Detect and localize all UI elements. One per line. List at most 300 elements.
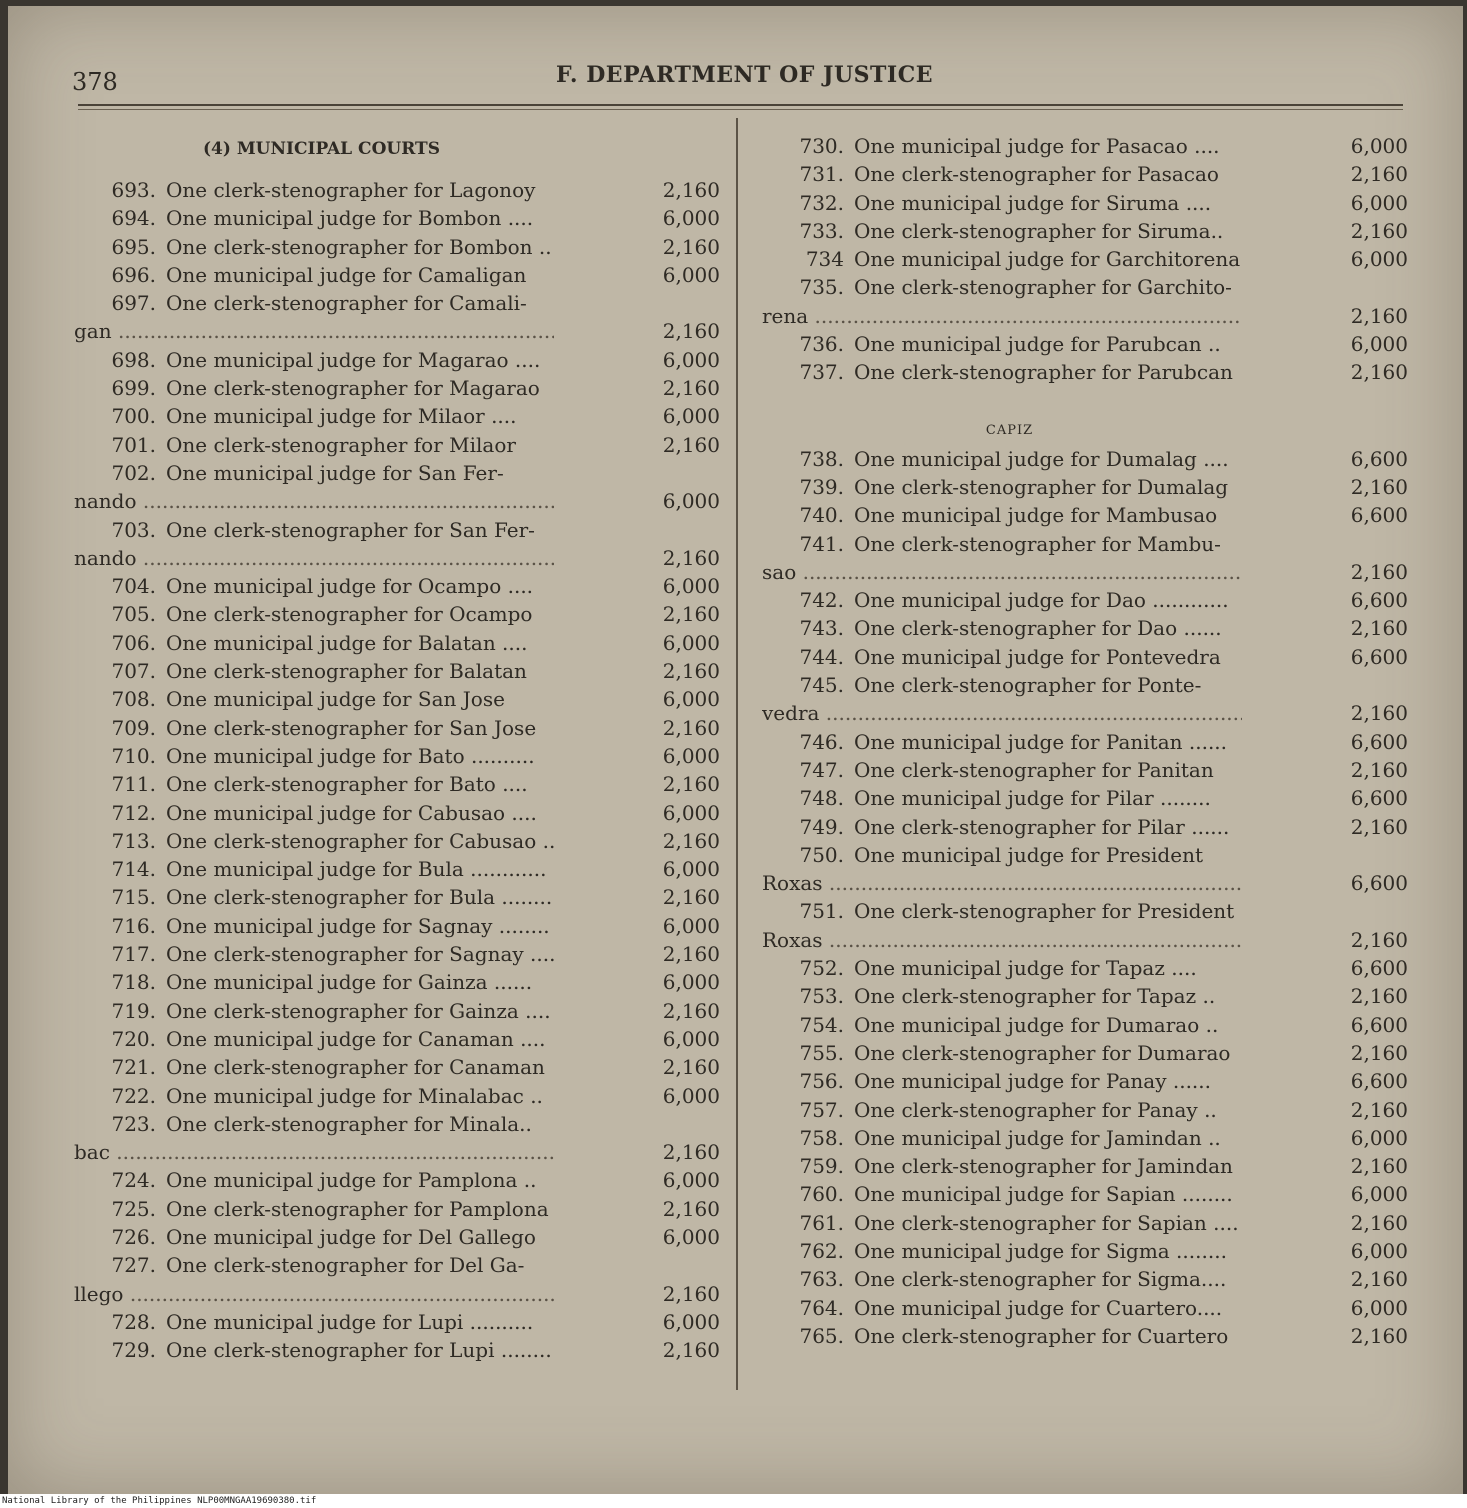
item-number: 764. — [799, 1295, 844, 1320]
item-amount: 2,160 — [1350, 218, 1408, 243]
appropriation-item — [762, 956, 1407, 984]
item-description: One municipal judge for Minalabac .. — [166, 1083, 543, 1108]
item-amount: 2,160 — [662, 234, 720, 259]
item-description: One municipal judge for Sigma ........ — [854, 1238, 1227, 1263]
item-description: One municipal judge for Sagnay ........ — [166, 913, 550, 938]
scanned-page — [8, 6, 1463, 1494]
appropriation-item — [74, 1310, 719, 1338]
item-description: One clerk-stenographer for Jamindan — [854, 1154, 1233, 1179]
appropriation-item — [74, 999, 719, 1027]
appropriation-item — [762, 815, 1407, 843]
appropriation-item — [762, 275, 1407, 332]
item-number: 732. — [799, 190, 844, 215]
item-amount: 2,160 — [662, 545, 720, 570]
item-number: 714. — [111, 857, 156, 882]
item-amount: 2,160 — [1350, 162, 1408, 187]
item-description: One clerk-stenographer for Dumalag — [854, 474, 1229, 499]
item-description: One clerk-stenographer for Balatan — [166, 659, 527, 684]
item-amount: 6,000 — [662, 800, 720, 825]
item-description: One clerk-stenographer for Bato .... — [166, 772, 528, 797]
appropriation-item — [762, 1154, 1407, 1182]
item-number: 758. — [799, 1125, 844, 1150]
item-number: 730. — [799, 134, 844, 158]
item-number: 698. — [111, 347, 156, 372]
item-description: One clerk-stenographer for Sigma.... — [854, 1267, 1227, 1292]
item-number: 760. — [799, 1182, 844, 1207]
appropriation-item — [74, 206, 719, 234]
item-number: 702. — [111, 460, 156, 485]
item-description-continued: rena ..... — [762, 304, 1242, 328]
appropriation-item — [74, 885, 719, 913]
appropriation-item — [762, 360, 1407, 388]
right-column — [762, 134, 1407, 1352]
appropriation-item — [762, 532, 1407, 589]
item-description: One municipal judge for Tapaz .... — [854, 956, 1197, 981]
item-description-continued: Roxas ..... — [762, 871, 1242, 895]
appropriation-item — [74, 914, 719, 942]
appropriation-item — [74, 263, 719, 291]
appropriation-item — [762, 758, 1407, 786]
item-amount: 6,000 — [662, 262, 720, 287]
subsection-heading: CAPIZ — [985, 422, 1034, 438]
item-description-continued: llego ..... — [74, 1282, 554, 1306]
item-description: One municipal judge for Canaman .... — [166, 1026, 546, 1051]
item-number: 738. — [799, 446, 844, 471]
item-number: 749. — [799, 814, 844, 839]
item-amount: 2,160 — [1350, 984, 1408, 1009]
item-description: One clerk-stenographer for Panitan — [854, 757, 1214, 782]
item-number: 739. — [799, 474, 844, 499]
item-amount: 6,000 — [1350, 190, 1408, 215]
item-amount: 2,160 — [662, 1055, 720, 1080]
item-description: One municipal judge for Bato .......... — [166, 743, 535, 768]
appropriation-item — [762, 1182, 1407, 1210]
item-number: 726. — [111, 1224, 156, 1249]
appropriation-item — [762, 191, 1407, 219]
item-description: One clerk-stenographer for Panay .. — [854, 1097, 1217, 1122]
item-amount: 2,160 — [662, 602, 720, 627]
appropriation-item — [74, 829, 719, 857]
item-description: One municipal judge for Jamindan .. — [854, 1125, 1221, 1150]
item-description: One clerk-stenographer for Gainza .... — [166, 998, 551, 1023]
appropriation-item — [74, 433, 719, 461]
item-description: One municipal judge for Dumalag .... — [854, 446, 1229, 471]
item-number: 734 — [805, 247, 844, 272]
item-number: 745. — [799, 673, 844, 698]
item-description: One municipal judge for Milaor .... — [166, 404, 517, 429]
item-description: One municipal judge for President — [854, 842, 1203, 867]
item-description: One clerk-stenographer for Camali- — [166, 291, 527, 316]
item-amount: 6,000 — [662, 857, 720, 882]
item-description: One clerk-stenographer for Del Ga- — [166, 1253, 525, 1278]
item-number: 740. — [799, 503, 844, 528]
item-number: 694. — [111, 206, 156, 231]
appropriation-item — [74, 857, 719, 885]
appropriation-item — [762, 219, 1407, 247]
appropriation-item — [762, 730, 1407, 758]
item-number: 754. — [799, 1012, 844, 1037]
item-number: 710. — [111, 743, 156, 768]
item-description: One municipal judge for Pamplona .. — [166, 1168, 537, 1193]
item-number: 744. — [799, 644, 844, 669]
item-description: One municipal judge for Cuartero.... — [854, 1295, 1223, 1320]
item-description: One clerk-stenographer for Bula ........ — [166, 885, 553, 910]
appropriation-item — [74, 1253, 719, 1310]
item-description: One clerk-stenographer for Tapaz .. — [854, 984, 1216, 1009]
item-number: 742. — [799, 588, 844, 613]
right-entry-list-top — [762, 134, 1407, 389]
item-number: 713. — [111, 828, 156, 853]
item-number: 725. — [111, 1196, 156, 1221]
item-description: One clerk-stenographer for Canaman — [166, 1055, 545, 1080]
item-description: One clerk-stenographer for Siruma.. — [854, 218, 1224, 243]
appropriation-item — [74, 1027, 719, 1055]
item-description: One clerk-stenographer for Bombon .. — [166, 234, 552, 259]
appropriation-item — [762, 616, 1407, 644]
item-number: 755. — [799, 1040, 844, 1065]
right-entry-list-bottom — [762, 447, 1407, 1353]
item-amount: 2,160 — [662, 885, 720, 910]
item-number: 750. — [799, 842, 844, 867]
item-number: 733. — [799, 218, 844, 243]
item-description-continued: Roxas ..... — [762, 928, 1242, 952]
item-amount: 6,000 — [662, 404, 720, 429]
appropriation-item — [762, 645, 1407, 673]
item-amount: 6,600 — [1350, 644, 1408, 669]
appropriation-item — [74, 1084, 719, 1112]
item-description: One municipal judge for Garchitorena — [854, 247, 1241, 272]
item-amount: 2,160 — [1350, 559, 1408, 584]
item-description: One municipal judge for Siruma .... — [854, 190, 1212, 215]
item-amount: 6,000 — [662, 743, 720, 768]
appropriation-item — [74, 1168, 719, 1196]
item-description: One clerk-stenographer for Milaor — [166, 432, 516, 457]
appropriation-item — [74, 1055, 719, 1083]
item-amount: 2,160 — [662, 1338, 720, 1363]
item-description: One clerk-stenographer for Pilar ...... — [854, 814, 1230, 839]
appropriation-item — [762, 843, 1407, 900]
appropriation-item — [74, 348, 719, 376]
item-number: 756. — [799, 1069, 844, 1094]
appropriation-item — [74, 1197, 719, 1225]
item-description: One clerk-stenographer for Ponte- — [854, 673, 1202, 698]
item-number: 735. — [799, 275, 844, 300]
item-amount: 6,000 — [662, 206, 720, 231]
appropriation-item — [74, 716, 719, 744]
appropriation-item — [74, 942, 719, 970]
appropriation-item — [74, 659, 719, 687]
item-amount: 2,160 — [1350, 474, 1408, 499]
item-description: One clerk-stenographer for Lagonoy — [166, 178, 536, 202]
item-amount: 6,000 — [662, 1026, 720, 1051]
item-description: One municipal judge for Panitan ...... — [854, 729, 1228, 754]
item-number: 724. — [111, 1168, 156, 1193]
item-amount: 6,600 — [1350, 729, 1408, 754]
item-number: 737. — [799, 360, 844, 385]
item-number: 700. — [111, 404, 156, 429]
item-number: 752. — [799, 956, 844, 981]
item-number: 728. — [111, 1309, 156, 1334]
item-number: 729. — [111, 1338, 156, 1363]
appropriation-item — [762, 1324, 1407, 1352]
item-amount: 2,160 — [662, 998, 720, 1023]
item-amount: 2,160 — [1350, 927, 1408, 952]
item-amount: 6,000 — [1350, 1238, 1408, 1263]
item-description: One clerk-stenographer for Parubcan — [854, 360, 1233, 385]
item-number: 727. — [111, 1253, 156, 1278]
page-header — [8, 60, 1463, 100]
item-description: One municipal judge for Bombon .... — [166, 206, 534, 231]
item-number: 722. — [111, 1083, 156, 1108]
appropriation-item — [762, 984, 1407, 1012]
item-amount: 6,000 — [662, 687, 720, 712]
item-number: 741. — [799, 531, 844, 556]
appropriation-item — [74, 235, 719, 263]
item-amount: 6,000 — [662, 1224, 720, 1249]
item-number: 747. — [799, 757, 844, 782]
appropriation-item — [762, 1239, 1407, 1267]
scan-footer: National Library of the Philippines NLP00MNGAA19690380.tif — [0, 1494, 1467, 1508]
appropriation-item — [762, 247, 1407, 275]
item-description: One clerk-stenographer for Ocampo — [166, 602, 533, 627]
item-description: One clerk-stenographer for Magarao — [166, 376, 540, 401]
item-description: One municipal judge for Panay ...... — [854, 1069, 1212, 1094]
appropriation-item — [74, 461, 719, 518]
appropriation-item — [762, 332, 1407, 360]
item-amount: 2,160 — [662, 319, 720, 344]
item-amount: 6,600 — [1350, 1012, 1408, 1037]
appropriation-item — [74, 1225, 719, 1253]
item-amount: 2,160 — [662, 376, 720, 401]
item-number: 720. — [111, 1026, 156, 1051]
appropriation-item — [74, 291, 719, 348]
appropriation-item — [762, 447, 1407, 475]
item-description: One clerk-stenographer for Sapian .... — [854, 1210, 1239, 1235]
item-amount: 2,160 — [662, 1281, 720, 1306]
item-number: 709. — [111, 715, 156, 740]
appropriation-item — [762, 1069, 1407, 1097]
item-amount: 2,160 — [1350, 814, 1408, 839]
appropriation-item — [762, 134, 1407, 162]
appropriation-item — [762, 503, 1407, 531]
appropriation-item — [74, 687, 719, 715]
item-description: One municipal judge for Parubcan .. — [854, 332, 1221, 357]
item-number: 715. — [111, 885, 156, 910]
appropriation-item — [762, 1098, 1407, 1126]
item-description: One municipal judge for Dao ............ — [854, 588, 1229, 613]
item-description-continued: gan ..... — [74, 319, 554, 343]
item-description: One clerk-stenographer for President — [854, 899, 1235, 924]
item-number: 707. — [111, 659, 156, 684]
item-number: 701. — [111, 432, 156, 457]
item-number: 731. — [799, 162, 844, 187]
item-number: 712. — [111, 800, 156, 825]
item-number: 699. — [111, 376, 156, 401]
item-amount: 6,600 — [1350, 1069, 1408, 1094]
appropriation-item — [74, 772, 719, 800]
item-amount: 2,160 — [662, 942, 720, 967]
item-description-continued: sao ..... — [762, 560, 1242, 584]
appropriation-item — [74, 404, 719, 432]
item-number: 695. — [111, 234, 156, 259]
item-amount: 6,000 — [1350, 1125, 1408, 1150]
item-amount: 2,160 — [1350, 616, 1408, 641]
appropriation-item — [74, 574, 719, 602]
item-description: One municipal judge for Pasacao .... — [854, 134, 1220, 158]
item-amount: 6,000 — [662, 913, 720, 938]
appropriation-item — [762, 673, 1407, 730]
item-description: One municipal judge for Pontevedra — [854, 644, 1221, 669]
item-number: 757. — [799, 1097, 844, 1122]
item-amount: 2,160 — [662, 1140, 720, 1165]
item-amount: 6,000 — [1350, 247, 1408, 272]
item-amount: 6,000 — [1350, 134, 1408, 158]
item-amount: 6,000 — [662, 970, 720, 995]
item-number: 743. — [799, 616, 844, 641]
item-amount: 6,000 — [662, 347, 720, 372]
item-description: One clerk-stenographer for Garchito- — [854, 275, 1232, 300]
item-amount: 6,000 — [1350, 332, 1408, 357]
item-amount: 2,160 — [662, 432, 720, 457]
page-number: 378 — [72, 68, 118, 96]
item-description: One municipal judge for Sapian ........ — [854, 1182, 1233, 1207]
item-number: 705. — [111, 602, 156, 627]
item-amount: 2,160 — [662, 178, 720, 202]
item-description: One clerk-stenographer for San Jose — [166, 715, 537, 740]
item-number: 751. — [799, 899, 844, 924]
appropriation-item — [762, 1267, 1407, 1295]
item-amount: 6,000 — [662, 489, 720, 514]
item-description: One clerk-stenographer for Cuartero — [854, 1323, 1229, 1348]
item-amount: 2,160 — [1350, 1323, 1408, 1348]
item-description: One clerk-stenographer for Sagnay .... — [166, 942, 556, 967]
item-number: 719. — [111, 998, 156, 1023]
item-number: 759. — [799, 1154, 844, 1179]
item-description: One clerk-stenographer for San Fer- — [166, 517, 535, 542]
appropriation-item — [762, 1126, 1407, 1154]
item-amount: 6,000 — [662, 574, 720, 599]
item-amount: 2,160 — [1350, 360, 1408, 385]
item-description: One municipal judge for Gainza ...... — [166, 970, 533, 995]
item-description: One municipal judge for San Fer- — [166, 460, 504, 485]
left-entry-list — [74, 178, 719, 1366]
item-amount: 6,000 — [1350, 1182, 1408, 1207]
appropriation-item — [762, 588, 1407, 616]
item-amount: 6,600 — [1350, 786, 1408, 811]
item-description: One municipal judge for Magarao .... — [166, 347, 541, 372]
item-description: One clerk-stenographer for Dao ...... — [854, 616, 1222, 641]
item-number: 723. — [111, 1111, 156, 1136]
item-number: 748. — [799, 786, 844, 811]
item-description: One clerk-stenographer for Cabusao .. — [166, 828, 556, 853]
item-amount: 6,000 — [662, 1168, 720, 1193]
item-amount: 6,600 — [1350, 956, 1408, 981]
item-description: One municipal judge for Pilar ........ — [854, 786, 1211, 811]
item-number: 763. — [799, 1267, 844, 1292]
header-rule-thin — [78, 109, 1403, 110]
item-amount: 2,160 — [1350, 1154, 1408, 1179]
item-number: 696. — [111, 262, 156, 287]
appropriation-item — [74, 744, 719, 772]
appropriation-item — [762, 1211, 1407, 1239]
item-number: 718. — [111, 970, 156, 995]
item-number: 746. — [799, 729, 844, 754]
item-description: One municipal judge for Mambusao — [854, 503, 1218, 528]
appropriation-item — [74, 970, 719, 998]
item-description-continued: vedra ..... — [762, 701, 1242, 725]
item-number: 762. — [799, 1238, 844, 1263]
appropriation-item — [74, 602, 719, 630]
item-amount: 6,600 — [1350, 503, 1408, 528]
item-description: One clerk-stenographer for Lupi ........ — [166, 1338, 552, 1363]
item-amount: 2,160 — [1350, 1040, 1408, 1065]
appropriation-item — [762, 162, 1407, 190]
item-number: 697. — [111, 291, 156, 316]
appropriation-item — [762, 1296, 1407, 1324]
item-amount: 2,160 — [662, 1196, 720, 1221]
item-number: 708. — [111, 687, 156, 712]
item-number: 706. — [111, 630, 156, 655]
appropriation-item — [74, 178, 719, 206]
item-amount: 2,160 — [1350, 757, 1408, 782]
item-description: One clerk-stenographer for Mambu- — [854, 531, 1221, 556]
item-description: One municipal judge for Dumarao .. — [854, 1012, 1219, 1037]
header-rule — [78, 104, 1403, 106]
appropriation-item — [74, 1112, 719, 1169]
left-column — [74, 134, 719, 1366]
item-number: 703. — [111, 517, 156, 542]
item-amount: 2,160 — [1350, 701, 1408, 726]
item-amount: 2,160 — [662, 659, 720, 684]
item-description: One clerk-stenographer for Dumarao — [854, 1040, 1231, 1065]
item-number: 704. — [111, 574, 156, 599]
item-description: One clerk-stenographer for Pamplona — [166, 1196, 549, 1221]
item-number: 753. — [799, 984, 844, 1009]
item-description-continued: nando ..... — [74, 546, 554, 570]
appropriation-item — [74, 376, 719, 404]
item-amount: 2,160 — [662, 828, 720, 853]
appropriation-item — [762, 899, 1407, 956]
item-amount: 6,000 — [662, 1309, 720, 1334]
item-amount: 6,000 — [1350, 1295, 1408, 1320]
item-description: One municipal judge for Camaligan — [166, 262, 527, 287]
item-amount: 6,000 — [662, 630, 720, 655]
item-amount: 6,600 — [1350, 588, 1408, 613]
running-head: F. DEPARTMENT OF JUSTICE — [556, 62, 933, 88]
item-number: 693. — [111, 178, 156, 202]
item-number: 736. — [799, 332, 844, 357]
item-amount: 2,160 — [1350, 1210, 1408, 1235]
appropriation-item — [762, 475, 1407, 503]
item-description: One municipal judge for Ocampo .... — [166, 574, 534, 599]
item-description: One municipal judge for Balatan .... — [166, 630, 528, 655]
section-heading: (4) MUNICIPAL COURTS — [203, 139, 440, 159]
item-amount: 2,160 — [1350, 1097, 1408, 1122]
item-description: One clerk-stenographer for Minala.. — [166, 1111, 532, 1136]
item-description: One municipal judge for San Jose — [166, 687, 505, 712]
column-divider — [736, 118, 738, 1390]
item-description-continued: nando ..... — [74, 489, 554, 513]
item-description: One clerk-stenographer for Pasacao — [854, 162, 1219, 187]
item-amount: 6,600 — [1350, 871, 1408, 896]
appropriation-item — [762, 1013, 1407, 1041]
item-amount: 2,160 — [1350, 303, 1408, 328]
appropriation-item — [74, 801, 719, 829]
item-description: One municipal judge for Cabusao .... — [166, 800, 537, 825]
item-description: One municipal judge for Bula ............ — [166, 857, 547, 882]
item-description: One municipal judge for Lupi .......... — [166, 1309, 534, 1334]
item-amount: 2,160 — [662, 772, 720, 797]
